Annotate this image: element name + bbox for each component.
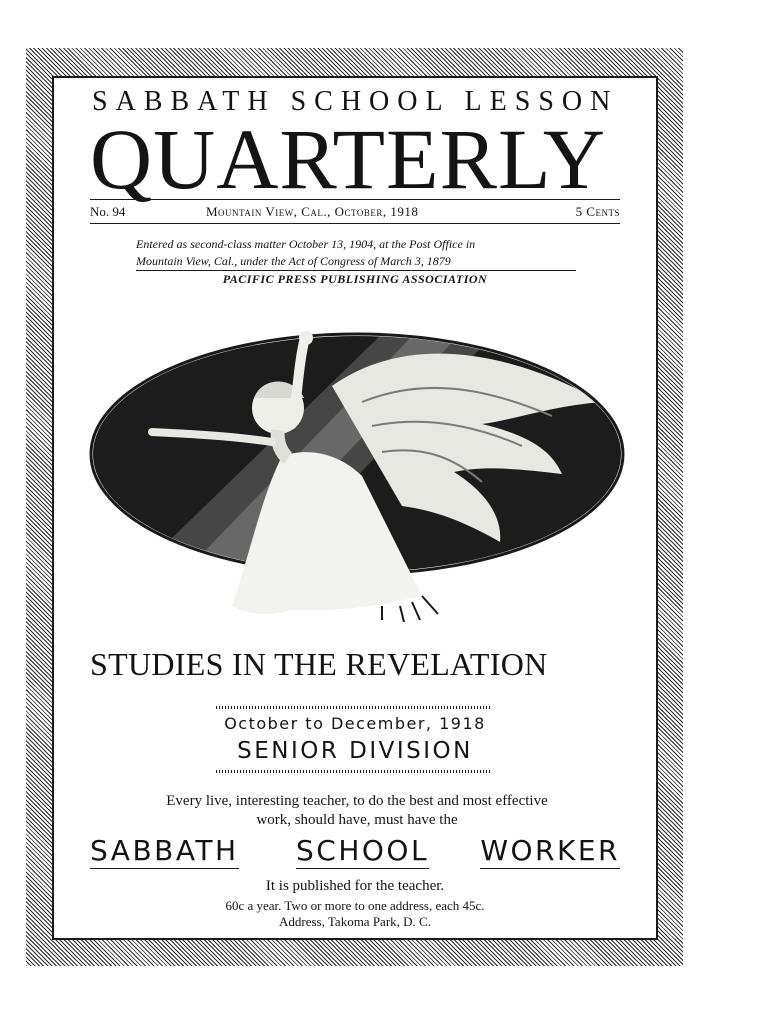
ornamental-rule-bottom <box>216 770 492 773</box>
entry-rule <box>136 270 576 271</box>
postal-entry-line-2: Mountain View, Cal., under the Act of Congress of March 3, 1879 <box>136 254 451 268</box>
advert-word-school: SCHOOL <box>296 834 430 867</box>
issue-price: 5 Cents <box>575 204 620 219</box>
masthead-rule-bottom <box>90 223 620 224</box>
masthead-title: QUARTERLY <box>90 111 606 207</box>
cover-frame <box>52 76 658 940</box>
lesson-division: SENIOR DIVISION <box>237 738 473 764</box>
masthead-rule-top <box>90 199 620 200</box>
advert-price: 60c a year. Two or more to one address, each 45c. <box>225 898 485 913</box>
advert-word-sabbath: SABBATH <box>90 834 239 867</box>
advert-pitch <box>84 792 630 830</box>
advert-pitch-line-1: Every live, interesting teacher, to do the best and most effective <box>166 793 548 809</box>
postal-entry-line-1: Entered as second-class matter October 13, 1904, at the Post Office in <box>136 237 476 251</box>
advert-address: Address, Takoma Park, D. C. <box>279 914 431 929</box>
lesson-title: STUDIES IN THE REVELATION <box>90 646 548 682</box>
winged-angel-icon <box>82 306 632 622</box>
postal-entry-notice <box>136 236 576 270</box>
issue-place-date: Mountain View, Cal., October, 1918 <box>206 204 419 219</box>
publisher-name: PACIFIC PRESS PUBLISHING ASSOCIATION <box>222 272 488 286</box>
ornamental-rule-top <box>216 706 492 709</box>
series-eyebrow: SABBATH SCHOOL LESSON <box>92 86 619 117</box>
lesson-dates: October to December, 1918 <box>224 714 486 733</box>
advert-word-worker: WORKER <box>480 834 620 867</box>
advert-teacher-note: It is published for the teacher. <box>265 878 445 894</box>
advert-pitch-line-2: work, should have, must have the <box>256 812 458 828</box>
issue-number: No. 94 <box>90 204 126 219</box>
